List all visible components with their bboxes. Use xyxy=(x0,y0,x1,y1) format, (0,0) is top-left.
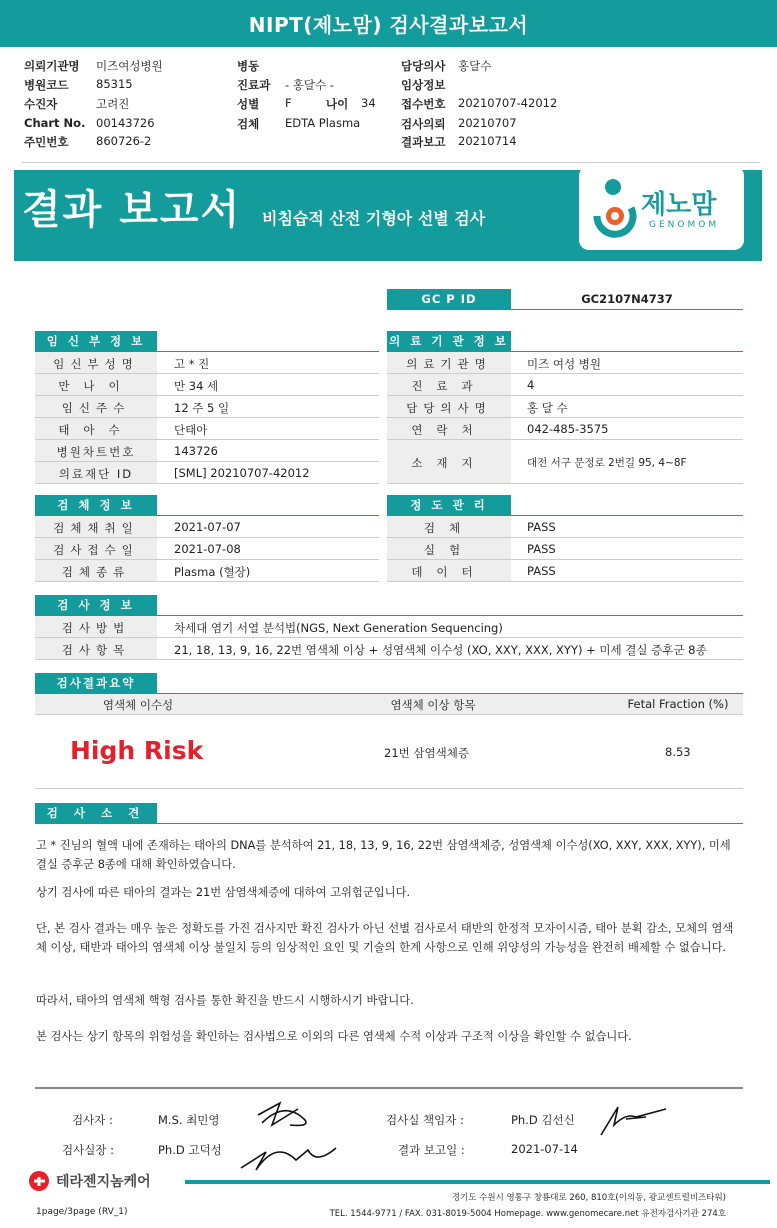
row-label: 임신주수 xyxy=(61,401,131,415)
row-divider xyxy=(35,659,743,660)
row-value: 12 주 5 일 xyxy=(174,401,230,415)
row-label: 의료재단 ID xyxy=(58,467,134,481)
row-value: 만 34 세 xyxy=(174,379,219,393)
row-divider xyxy=(387,483,743,484)
meta-value: 미즈여성병원 xyxy=(96,59,163,73)
row-label: 검사접수일 xyxy=(53,543,139,557)
row-value: 143726 xyxy=(174,444,218,458)
row-label: 검사항목 xyxy=(61,643,131,657)
pregnant-title: 임 신 부 정 보 xyxy=(35,331,157,351)
meta-label: 수진자 xyxy=(24,97,58,111)
meta-value: 00143726 xyxy=(96,116,155,130)
row-label: 검체채취일 xyxy=(53,521,139,535)
report-date-label: 결과 보고일 : xyxy=(398,1143,465,1157)
meta-value: 20210707 xyxy=(458,116,517,130)
summary-col1: 염색체 이수성 xyxy=(102,698,174,712)
row-label: 태아수 xyxy=(58,423,134,437)
head-signature xyxy=(236,1130,346,1175)
report-date: 2021-07-14 xyxy=(511,1142,578,1156)
qc-title: 정 도 관 리 xyxy=(387,495,511,515)
row-value: 홍 달 수 xyxy=(527,401,568,415)
finding-p4: 따라서, 태아의 염색체 핵형 검사를 통한 확진을 반드시 시행하시기 바랍니다. xyxy=(36,994,414,1007)
meta-value: EDTA Plasma xyxy=(285,116,361,130)
institution-title: 의 료 기 관 정 보 xyxy=(387,331,511,351)
meta-label: Chart No. xyxy=(24,116,86,130)
terragen-logo-icon xyxy=(28,1170,52,1192)
row-divider xyxy=(35,483,379,484)
row-divider xyxy=(35,581,379,582)
report-title: NIPT(제노맘) 검사결과보고서 xyxy=(248,13,529,37)
row-value: PASS xyxy=(527,542,556,556)
footer-bar xyxy=(185,1180,770,1184)
gcp-label: GC P ID xyxy=(387,289,511,309)
row-label: 소재지 xyxy=(411,456,487,470)
summary-title: 검사결과요약 xyxy=(35,673,157,693)
abnormal-item: 21번 삼염색체증 xyxy=(384,746,469,760)
meta-value: - 홍달수 - xyxy=(285,78,334,92)
row-label: 검체 xyxy=(423,521,475,535)
meta-label: 검체 xyxy=(237,117,260,131)
gcp-value: GC2107N4737 xyxy=(581,292,673,306)
logo-sub: GENOMOM xyxy=(649,220,720,230)
row-value: 대전 서구 문정로 2번길 95, 4~8F xyxy=(527,457,687,469)
meta-value: 85315 xyxy=(96,77,133,91)
meta-value: F xyxy=(285,96,292,110)
meta-label: 의뢰기관명 xyxy=(24,59,80,73)
row-label: 검체종류 xyxy=(61,565,131,579)
finding-p3: 단, 본 검사 결과는 매우 높은 정확도를 가진 검사지만 확진 검사가 아닌 선별 검사로서 태반의 한정적 모자이시즘, 태아 분획 감소, 모체의 염색체 이상, 태반과 태아의 염색체 이상 불일치 등의 임상적인 요인 및 기술의 한계 사항으로 인해 위양성의 가능성을 완전히 배제할 수 없습니다. xyxy=(36,922,734,954)
test-title: 검 사 정 보 xyxy=(35,595,157,615)
row-value: [SML] 20210707-42012 xyxy=(174,466,310,480)
age-value: 34 xyxy=(361,96,376,110)
specimen-title: 검 체 정 보 xyxy=(35,495,157,515)
row-value: 042-485-3575 xyxy=(527,422,609,436)
meta-label: 담당의사 xyxy=(401,59,446,73)
tester-label: 검사자 : xyxy=(72,1113,113,1127)
row-value: 미즈 여성 병원 xyxy=(527,357,601,371)
finding-p5: 본 검사는 상기 항목의 위험성을 확인하는 검사법으로 이외의 다른 염색체 수적 이상과 구조적 이상을 확인할 수 없습니다. xyxy=(36,1030,632,1043)
row-label: 임신부성명 xyxy=(53,357,139,371)
company-name: 테라젠지놈케어 xyxy=(56,1174,151,1190)
logo-name: 제노맘 xyxy=(641,190,717,220)
tester-signature xyxy=(250,1095,320,1135)
meta-label: 임상정보 xyxy=(401,78,446,92)
mother-baby-icon xyxy=(589,178,641,238)
row-label: 만나이 xyxy=(58,379,134,393)
meta-label: 진료과 xyxy=(237,78,271,92)
meta-value: 20210707-42012 xyxy=(458,96,558,110)
row-label: 담당의사명 xyxy=(406,401,492,415)
row-label: 데이터 xyxy=(411,565,487,579)
row-label: 실험 xyxy=(423,543,475,557)
meta-label: 결과보고 xyxy=(401,135,446,149)
row-value: 고 * 진 xyxy=(174,357,210,371)
row-value: PASS xyxy=(527,564,556,578)
row-value: 21, 18, 13, 9, 16, 22번 염색체 이상 + 성염색체 이수성 (XO, XXY, XXX, XYY) + 미세 결실 증후군 8종 xyxy=(174,643,707,657)
banner-title: 결과 보고서 xyxy=(22,187,242,233)
row-value: Plasma (혈장) xyxy=(174,565,251,579)
row-label: 진료과 xyxy=(411,379,487,393)
meta-label: 병원코드 xyxy=(24,78,69,92)
lab-chief-label: 검사실 책임자 : xyxy=(386,1113,464,1127)
meta-value: 860726-2 xyxy=(96,134,152,148)
row-value: PASS xyxy=(527,520,556,534)
meta-label: 주민번호 xyxy=(24,135,69,149)
row-value: 단태아 xyxy=(174,423,208,437)
row-label: 병원차트번호 xyxy=(56,445,136,459)
row-label: 연락처 xyxy=(411,423,487,437)
finding-p2: 상기 검사에 따른 태아의 결과는 21번 삼염색체증에 대하여 고위험군입니다. xyxy=(36,886,411,899)
summary-col2: 염색체 이상 항목 xyxy=(390,698,476,712)
row-value: 2021-07-07 xyxy=(174,520,241,534)
footer-contact: TEL. 1544-9771 / FAX. 031-8019-5004 Homepage. www.genomecare.net 유전자검사기관 274호 xyxy=(329,1209,726,1219)
row-divider xyxy=(387,581,743,582)
lab-chief-signature xyxy=(596,1095,676,1140)
fetal-fraction: 8.53 xyxy=(665,745,691,759)
genomom-logo xyxy=(579,166,744,250)
head-label: 검사실장 : xyxy=(62,1143,114,1157)
meta-label: 접수번호 xyxy=(401,97,446,111)
meta-value: 20210714 xyxy=(458,134,517,148)
page-number: 1page/3page (RV_1) xyxy=(36,1207,128,1217)
head-name: Ph.D 고덕성 xyxy=(158,1143,222,1157)
banner-subtitle: 비침습적 산전 기형아 선별 검사 xyxy=(262,209,486,228)
risk-result: High Risk xyxy=(70,736,204,765)
row-label: 의료기관명 xyxy=(406,357,492,371)
row-value: 2021-07-08 xyxy=(174,542,241,556)
meta-label: 성별 xyxy=(237,97,260,111)
meta-value: 고려진 xyxy=(96,97,130,111)
finding-p1: 고 * 진님의 혈액 내에 존재하는 태아의 DNA를 분석하여 21, 18, 13, 9, 16, 22번 삼염색체증, 성염색체 이수성(XO, XXY, XXX, XYY), 미세 결실 증후군 8종에 대해 확인하였습니다. xyxy=(36,839,731,871)
findings-title: 검 사 소 견 xyxy=(35,803,157,823)
meta-label: 병동 xyxy=(237,59,260,73)
meta-value: 홍달수 xyxy=(458,59,492,73)
row-value: 차세대 염기 서열 분석법(NGS, Next Generation Sequencing) xyxy=(174,621,503,635)
row-label: 검사방법 xyxy=(61,621,131,635)
meta-label: 검사의뢰 xyxy=(401,117,446,131)
tester-name: M.S. 최민영 xyxy=(158,1113,220,1127)
report-header xyxy=(0,0,777,47)
lab-chief-name: Ph.D 김선신 xyxy=(511,1113,575,1127)
summary-col3: Fetal Fraction (%) xyxy=(627,697,729,711)
age-label: 나이 xyxy=(326,97,349,111)
footer-address: 경기도 수원시 영통구 창룡대로 260, 810호(이의동, 광교센트럴비즈타워) xyxy=(451,1193,726,1203)
row-value: 4 xyxy=(527,378,535,392)
